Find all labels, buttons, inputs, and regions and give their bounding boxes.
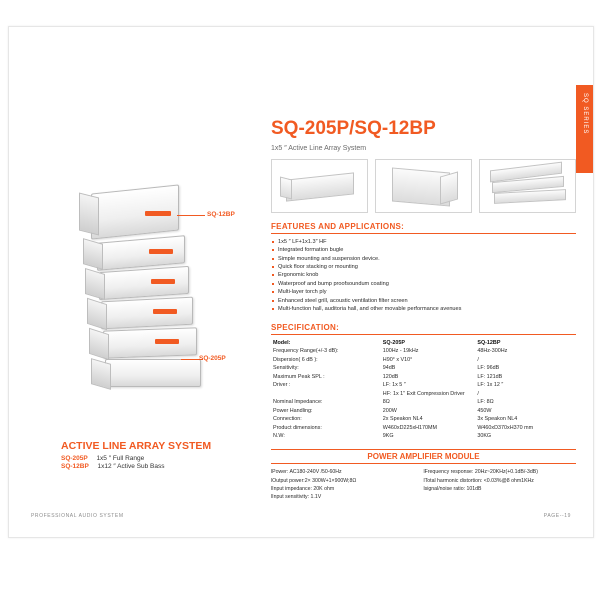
spec-value-12bp: LF: 96dB (477, 365, 500, 372)
spec-col-sq205p: SQ-205P (382, 340, 405, 346)
table-row (271, 356, 576, 364)
thumb-1-grill (280, 176, 292, 199)
left-caption-model-1: SQ-205P (61, 455, 88, 462)
feature-item: Quick floor stacking or mounting (271, 263, 576, 271)
amp-item: lsignal/noise ratio: 101dB (423, 485, 482, 492)
speaker-module-2 (99, 266, 189, 300)
speaker-module-3 (101, 297, 193, 330)
left-caption-block (61, 440, 271, 471)
spec-value-12bp: / (477, 356, 479, 363)
badge-module-3 (153, 309, 177, 314)
spec-value-205p: 8Ω (382, 399, 390, 406)
specification-heading: SPECIFICATION: (271, 323, 576, 335)
thumbnail-strip (271, 159, 576, 213)
speaker-module-4-grill (89, 328, 109, 360)
badge-module-2 (151, 279, 175, 284)
spec-value-12bp: 30KG (477, 433, 492, 440)
table-row (271, 365, 576, 373)
feature-item: Enhanced steel grill, acoustic ventilation filter screen (271, 297, 576, 305)
thumbnail-rear-view (375, 159, 472, 213)
spec-label: Sensitivity: (273, 365, 299, 372)
spec-label: Nominal Impedance: (273, 399, 323, 406)
amplifier-right-column (424, 468, 577, 501)
amplifier-left-column (271, 468, 424, 501)
page-footer (9, 513, 593, 519)
features-list (271, 238, 576, 314)
table-row (271, 407, 576, 415)
left-caption-desc-2: 1x12 ″ Active Sub Bass (97, 463, 165, 470)
callout-sq205p: SQ-205P (199, 355, 226, 362)
amp-item: lInput impedance: 20K ohm (271, 485, 335, 492)
left-caption-row-1 (61, 455, 271, 462)
amplifier-heading: POWER AMPLIFIER MODULE (271, 449, 576, 464)
table-row (271, 390, 576, 398)
spec-value-12bp: 48Hz-300Hz (477, 348, 508, 355)
spec-value-205p: LF: 1x 5 ″ (382, 382, 406, 389)
table-row-header (271, 339, 576, 347)
spec-label: Dispersion( 6 dB ): (273, 356, 318, 363)
speaker-sub-grill (79, 193, 99, 236)
series-tab-label: SQ SERIES (582, 93, 588, 135)
spec-value-12bp: LF: 1x 12 ″ (477, 382, 504, 389)
badge-sub (145, 211, 171, 216)
thumbnail-front-view (271, 159, 368, 213)
amp-item: lPower: AC180-240V /50-60Hz (271, 469, 342, 476)
spec-value-205p: 9KG (382, 433, 394, 440)
catalog-sheet (8, 26, 594, 538)
feature-item: Waterproof and bump proofsoundum coating (271, 280, 576, 288)
speaker-module-5-grill (91, 358, 111, 390)
thumb-2-panel (440, 171, 458, 204)
speaker-module-3-grill (87, 298, 107, 330)
amplifier-specs (271, 468, 576, 501)
amp-item: lFrequency response: 20Hz~20KHz(+0.1dB/-3dB) (423, 469, 538, 476)
features-heading: FEATURES AND APPLICATIONS: (271, 222, 576, 234)
spec-value-205p: H90° x V10° (382, 356, 413, 363)
badge-module-4 (155, 339, 179, 344)
spec-value-205p: 200W (382, 407, 397, 414)
product-photo-line-array (49, 187, 259, 417)
left-caption-desc-1: 1x5 ″ Full Range (96, 455, 145, 462)
right-content-column (271, 119, 576, 501)
callout-line-top (177, 215, 205, 216)
amp-item: lInput sensitivity: 1.1V (271, 494, 322, 501)
spec-value-12bp: 3x Speakon NL4 (477, 416, 518, 423)
spec-value-12bp: LF: 8Ω (477, 399, 494, 406)
table-row (271, 348, 576, 356)
spec-value-12bp: / (477, 390, 479, 397)
spec-value-205p: HF: 1x 1″ Exit Compression Driver (382, 390, 465, 397)
feature-item: Multi-function hall, auditoria hall, and other movable performance avenues (271, 305, 576, 313)
spec-value-12bp: 450W (477, 407, 492, 414)
spec-label: Product dimensions: (273, 424, 322, 431)
speaker-module-5 (105, 359, 201, 387)
spec-label: Power Handling: (273, 407, 313, 414)
footer-left-text: PROFESSIONAL AUDIO SYSTEM (31, 513, 124, 519)
series-tab (576, 85, 593, 173)
table-row (271, 424, 576, 432)
spec-value-12bp: LF: 121dB (477, 373, 503, 380)
feature-item: Multi-layer torch ply (271, 288, 576, 296)
spec-label (271, 390, 381, 398)
thumbnail-array-view (479, 159, 576, 213)
badge-module-1 (149, 249, 173, 254)
table-row (271, 399, 576, 407)
spec-col-sq12bp: SQ-12BP (477, 340, 501, 346)
thumb-1-body (286, 172, 354, 201)
table-row (271, 382, 576, 390)
specification-table-wrap (271, 339, 576, 441)
amp-item: lTotal harmonic distortion: <0.03%@8 ohm1KHz (423, 477, 534, 484)
feature-item: Simple mounting and suspension device. (271, 255, 576, 263)
table-row (271, 373, 576, 381)
spec-col-model: Model: (273, 340, 291, 346)
left-caption-row-2 (61, 463, 271, 470)
feature-item: Ergonomic knob (271, 271, 576, 279)
feature-item: Integrated formation bugle (271, 246, 576, 254)
speaker-module-1-grill (83, 238, 103, 270)
page-title: SQ-205P/SQ-12BP (271, 118, 436, 139)
callout-sq12bp: SQ-12BP (207, 211, 235, 218)
spec-label: Connection: (273, 416, 302, 423)
spec-label: Maximum Peak SPL : (273, 373, 325, 380)
spec-label: Driver : (273, 382, 291, 389)
left-caption-title: ACTIVE LINE ARRAY SYSTEM (61, 440, 212, 452)
spec-value-205p: 100Hz - 19kHz (382, 348, 419, 355)
spec-value-12bp: W460xD370xH370 mm (477, 424, 534, 431)
amp-item: lOutput power:2× 300W+1×900W;8Ω (271, 477, 357, 484)
spec-value-205p: W460xD225xH170MM (382, 424, 438, 431)
table-row (271, 416, 576, 424)
spec-label: Frequency Range(+/-3 dB): (273, 348, 339, 355)
spec-value-205p: 94dB (382, 365, 396, 372)
spec-value-205p: 2x Speakon NL4 (382, 416, 423, 423)
speaker-module-4 (103, 327, 197, 358)
footer-page-number: PAGE--19 (543, 513, 571, 519)
page-subtitle: 1x5 ″ Active Line Array System (271, 144, 367, 152)
specification-table (271, 339, 576, 441)
feature-item: 1x5 ″ LF+1x1.3″ HF (271, 238, 576, 246)
spec-value-205p: 120dB (382, 373, 399, 380)
table-row (271, 433, 576, 441)
speaker-module-2-grill (85, 268, 105, 300)
left-caption-model-2: SQ-12BP (61, 463, 89, 470)
spec-label: N.W: (273, 433, 285, 440)
